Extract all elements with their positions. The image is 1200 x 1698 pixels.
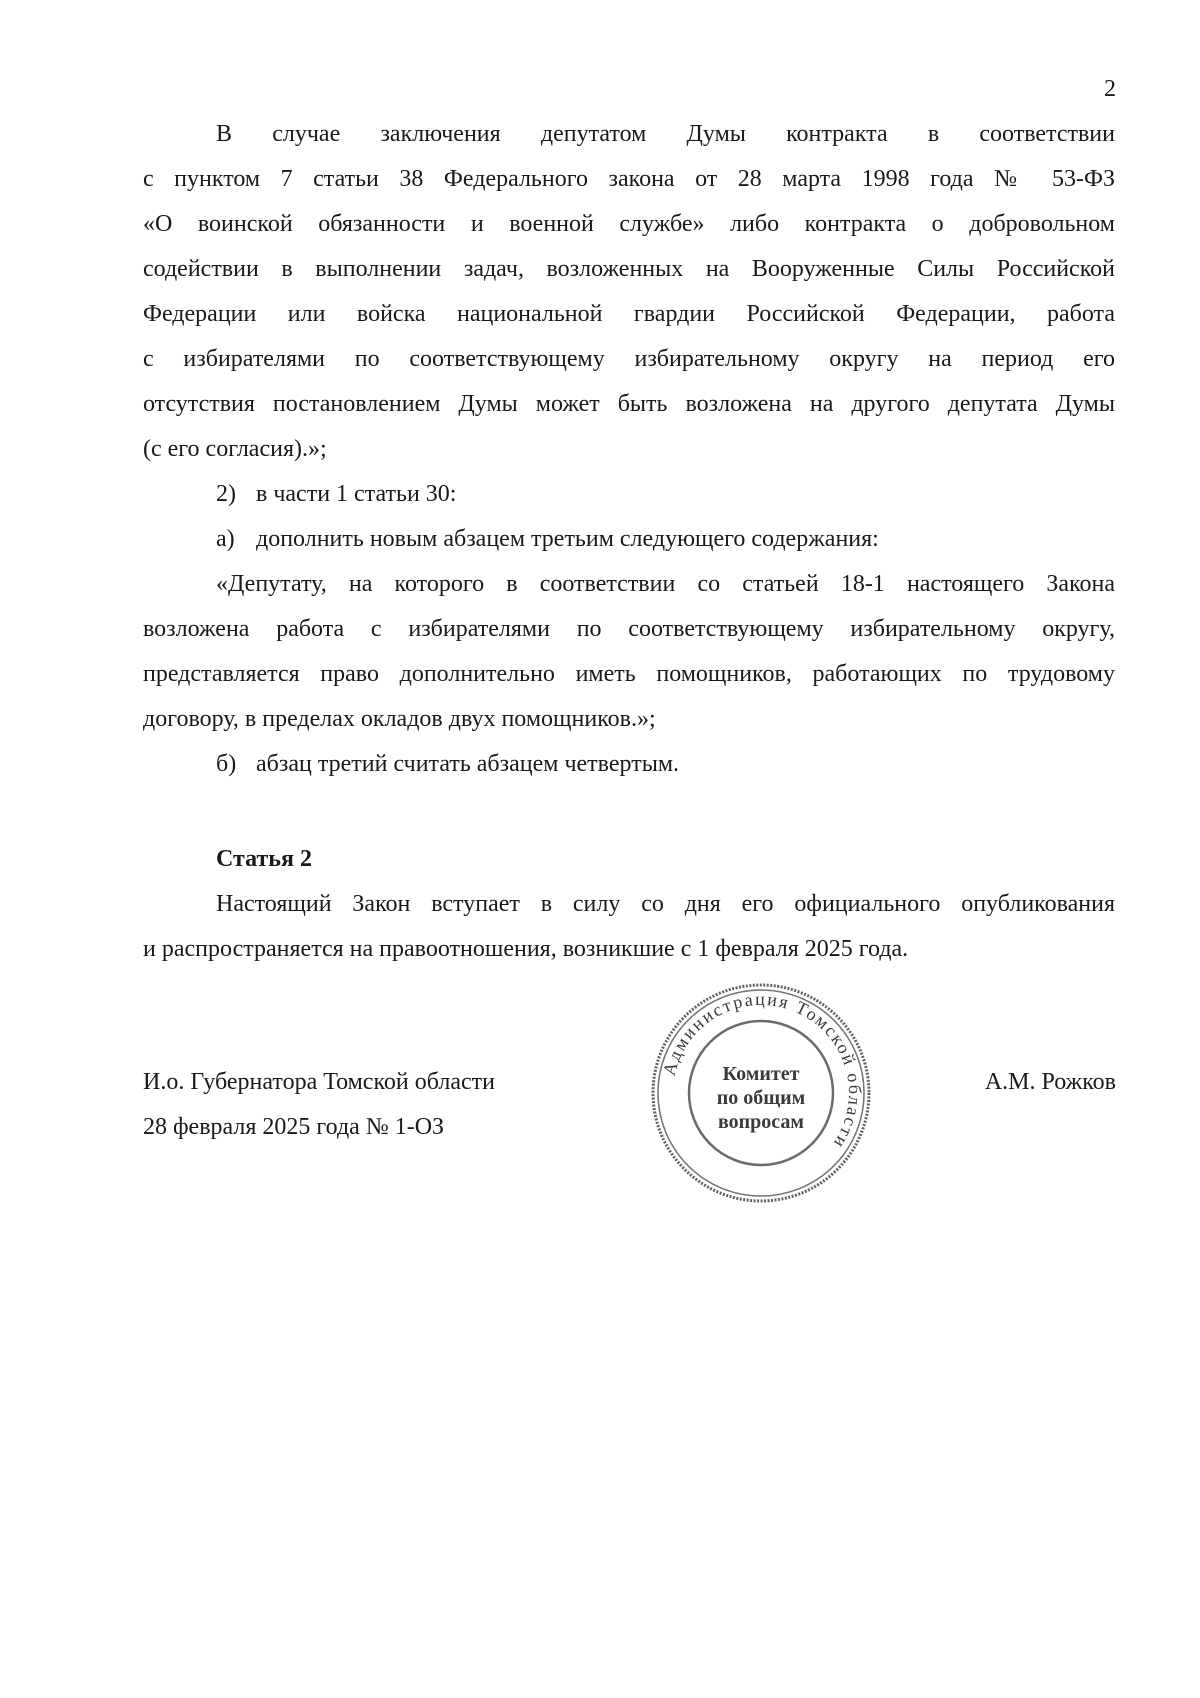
stamp-graphic: [648, 980, 874, 1206]
paragraph-line: договору, в пределах окладов двух помощников.»;: [143, 706, 656, 732]
paragraph-line: «Депутату, на которого в соответствии со статьей 18-1 настоящего Закона: [216, 571, 1115, 597]
section-spacer: [143, 787, 1115, 837]
list-item-text: в части 1 статьи 30:: [256, 481, 457, 507]
paragraph-line: и распространяется на правоотношения, возникшие с 1 февраля 2025 года.: [143, 936, 909, 962]
list-item-text: абзац третий считать абзацем четвертым.: [256, 751, 679, 777]
paragraph-line: с пунктом 7 статьи 38 Федерального закона от 28 марта 1998 года № 53-ФЗ: [143, 166, 1115, 192]
stamp-center-line: Комитет: [722, 1063, 800, 1085]
list-item-b: [143, 742, 1115, 787]
signatory-name: А.М. Рожков: [984, 1069, 1116, 1095]
paragraph-line: отсутствия постановлением Думы может быть возложена на другого депутата Думы: [143, 391, 1115, 417]
paragraph-line: Федерации или войска национальной гвардии Российской Федерации, работа: [143, 301, 1115, 327]
list-item-2: [143, 472, 1115, 517]
document-body: [143, 112, 1115, 972]
page-number: 2: [1104, 76, 1116, 102]
paragraph-line: содействии в выполнении задач, возложенных на Вооруженные Силы Российской: [143, 256, 1115, 282]
article-heading: Статья 2: [216, 846, 312, 872]
list-item-number: б): [216, 751, 237, 777]
stamp-ring-text: Администрация Томской области: [658, 988, 866, 1154]
stamp-center-line: по общим: [716, 1087, 806, 1109]
paragraph-line: с избирателями по соответствующему избирательному округу на период его: [143, 346, 1115, 372]
stamp-center-line: вопросам: [717, 1111, 805, 1133]
paragraph-line: «О воинской обязанности и военной службе» либо контракта о добровольном: [143, 211, 1115, 237]
paragraph-line: возложена работа с избирателями по соответствующему избирательному округу,: [143, 616, 1115, 642]
list-item-a: [143, 517, 1115, 562]
paragraph-line: (с его согласия).»;: [143, 436, 327, 462]
paragraph-line: Настоящий Закон вступает в силу со дня его официального опубликования: [216, 891, 1115, 917]
official-stamp: [648, 980, 874, 1206]
list-item-text: дополнить новым абзацем третьим следующего содержания:: [256, 526, 879, 552]
signatory-position: И.о. Губернатора Томской области: [143, 1069, 495, 1095]
law-date-number: 28 февраля 2025 года № 1-ОЗ: [143, 1114, 445, 1140]
signature-block: [143, 1060, 495, 1150]
list-item-number: 2): [216, 481, 236, 507]
list-item-number: а): [216, 526, 235, 552]
paragraph-line: В случае заключения депутатом Думы контракта в соответствии: [216, 121, 1115, 147]
paragraph-line: представляется право дополнительно иметь помощников, работающих по трудовому: [143, 661, 1115, 687]
